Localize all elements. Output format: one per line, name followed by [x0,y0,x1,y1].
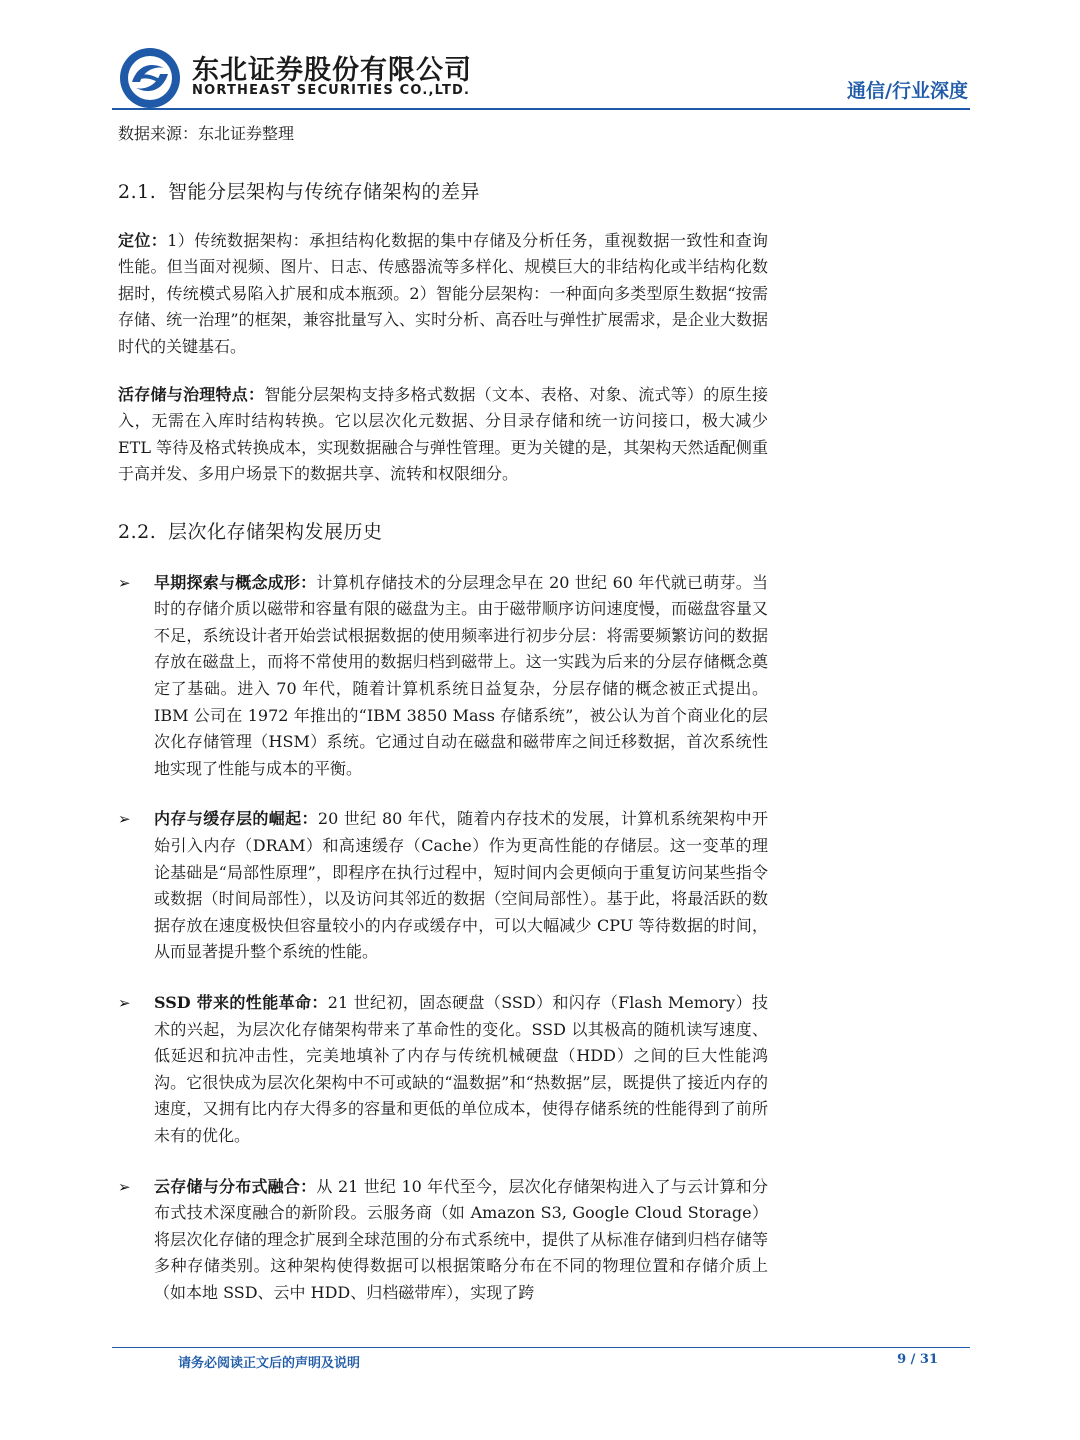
page-header [0,0,1080,112]
disclaimer-note: 请务必阅读正文后的声明及说明 [178,1356,361,1371]
page-number: 9 / 31 [897,1352,938,1367]
bullet-text: 从 21 世纪 10 年代至今，层次化存储架构进入了与云计算和分布式技术深度融合的新阶段。云服务商（如 Amazon S3, Google Cloud Storage）将层次化存储的理念扩展到全球范围的分布式系统中，提供了从标准存储到归档存储等多种存储类别。这种架构使得数据可以根据策略分布在不同的物理位置和存储介质上（如本地 SSD、云中 HDD、归档磁带库），实现了跨 [154,1176,768,1302]
section-heading-2-1 [118,178,768,206]
paragraph-label: 定位： [118,231,168,250]
paragraph-text: 智能分层架构支持多格式数据（文本、表格、对象、流式等）的原生接入，无需在入库时结构转换。它以层次化元数据、分目录存储和统一访问接口，极大减少 ETL 等待及格式转换成本，实现数据融合与弹性管理。更为关键的是，其架构天然适配侧重于高并发、多用户场景下的数据共享、流转和权限细分。 [118,385,768,484]
section-number: 2.2. [118,520,157,543]
paragraph-governance [118,382,768,488]
section-title: 智能分层架构与传统存储架构的差异 [168,181,481,203]
section-number: 2.1. [118,181,157,203]
footer-divider [112,1347,970,1348]
bullet-label: 云存储与分布式融合： [154,1176,317,1196]
paragraph-positioning [118,228,768,360]
bullet-text: 21 世纪初，固态硬盘（SSD）和闪存（Flash Memory）技术的兴起，为层次化存储架构带来了革命性的变化。SSD 以其极高的随机读写速度、低延迟和抗冲击性，完美地填补了内存与传统机械硬盘（HDD）之间的巨大性能鸿沟。它很快成为层次化架构中不可或缺的“温数据”和“热数据”层，既提供了接近内存的速度，又拥有比内存大得多的容量和更低的单位成本，使得存储系统的性能得到了前所未有的优化。 [154,992,768,1145]
arrow-bullet-icon: ➢ [118,810,131,829]
list-item [118,806,768,966]
section-title: 层次化存储架构发展历史 [168,520,383,543]
section-heading-2-2 [118,518,768,546]
data-source-note: 数据来源：东北证券整理 [118,124,295,143]
list-item [118,990,768,1150]
bullet-label: SSD 带来的性能革命： [154,992,328,1012]
bullet-text: 20 世纪 80 年代，随着内存技术的发展，计算机系统架构中开始引入内存（DRAM）和高速缓存（Cache）作为更高性能的存储层。这一变革的理论基础是“局部性原理”，即程序在执行过程中，短时间内会更倾向于重复访问某些指令或数据（时间局部性），以及访问其邻近的数据（空间局部性）。基于此，将最活跃的数据存放在速度极快但容量较小的内存或缓存中，可以大幅减少 CPU 等待数据的时间，从而显著提升整个系统的性能。 [154,809,768,962]
arrow-bullet-icon: ➢ [118,993,131,1012]
bullet-text: 计算机存储技术的分层理念早在 20 世纪 60 年代就已萌芽。当时的存储介质以磁带和容量有限的磁盘为主。由于磁带顺序访问速度慢，而磁盘容量又不足，系统设计者开始尝试根据数据的使用频率进行初步分层：将需要频繁访问的数据存放在磁盘上，而将不常使用的数据归档到磁带上。这一实践为后来的分层存储概念奠定了基础。进入 70 年代，随着计算机系统日益复杂，分层存储的概念被正式提出。IBM 公司在 1972 年推出的“IBM 3850 Mass 存储系统”，被公认为首个商业化的层次化存储管理（HSM）系统。它通过自动在磁盘和磁带库之间迁移数据，首次系统性地实现了性能与成本的平衡。 [154,572,768,778]
company-name-en: NORTHEAST SECURITIES CO.,LTD. [192,83,471,98]
history-bullet-list [118,570,768,1307]
list-item [118,1174,768,1307]
paragraph-label: 活存储与治理特点： [118,385,265,405]
bullet-label: 早期探索与概念成形： [154,572,317,592]
list-item [118,570,768,783]
page-body [118,118,768,1331]
report-category: 通信/行业深度 [847,80,968,102]
paragraph-text: 1）传统数据架构：承担结构化数据的集中存储及分析任务，重视数据一致性和查询性能。但当面对视频、图片、日志、传感器流等多样化、规模巨大的非结构化或半结构化数据时，传统模式易陷入扩展和成本瓶颈。2）智能分层架构：一种面向多类型原生数据“按需存储、统一治理”的框架，兼容批量写入、实时分析、高吞吐与弹性扩展需求，是企业大数据时代的关键基石。 [118,231,768,356]
arrow-bullet-icon: ➢ [118,573,131,592]
bullet-label: 内存与缓存层的崛起： [154,809,318,829]
company-logo-icon [118,46,182,110]
header-divider [112,108,970,110]
company-name-cn: 东北证券股份有限公司 [192,55,472,86]
arrow-bullet-icon: ➢ [118,1177,131,1196]
